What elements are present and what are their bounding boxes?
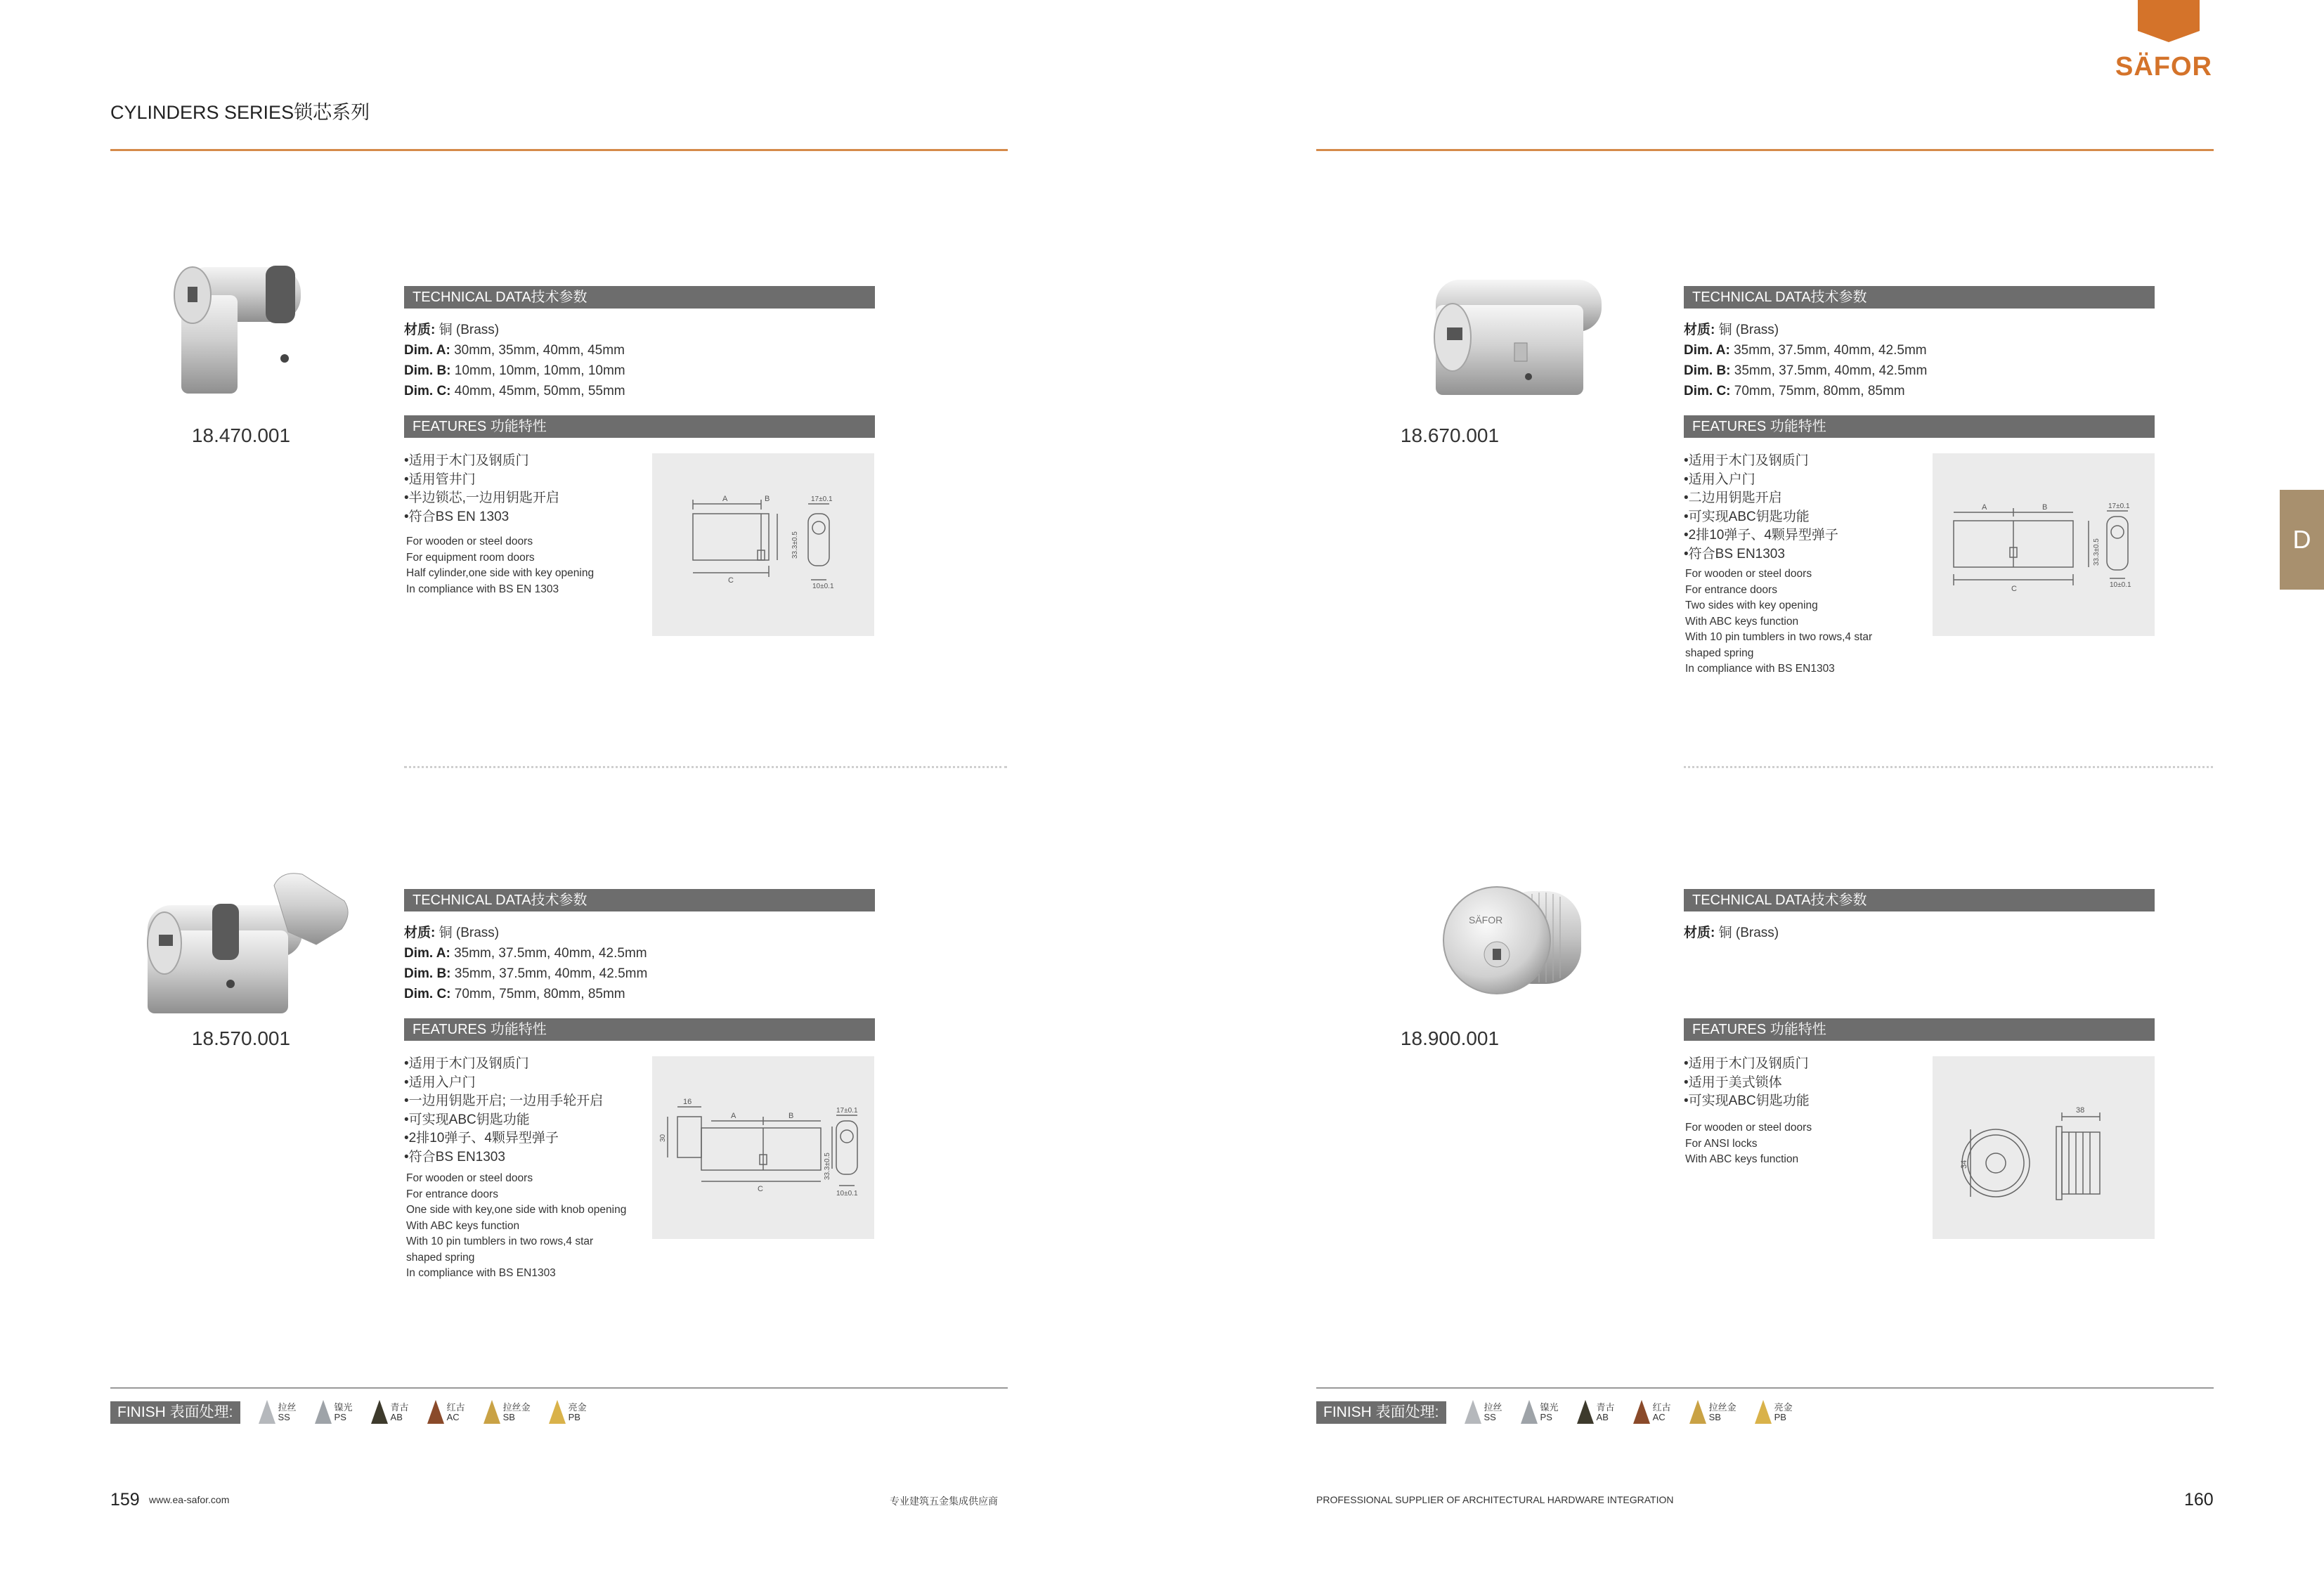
feature-zh: •一边用钥匙开启; 一边用手轮开启 [404, 1093, 604, 1108]
finish-swatch-icon [1577, 1400, 1594, 1425]
finish-item-pb: 亮金 PB [1755, 1398, 1793, 1427]
feature-en: shaped spring [1685, 647, 1754, 659]
drawing-label-a: A [722, 495, 728, 503]
page-number-left: 159 [110, 1490, 140, 1510]
finish-swatch-icon [1755, 1400, 1772, 1425]
feature-zh: •半边锁芯,一边用钥匙开启 [404, 491, 559, 505]
feature-zh: •二边用钥匙开启 [1684, 491, 1782, 505]
technical-data-bar: TECHNICAL DATA技术参数 [1684, 286, 2155, 309]
technical-data-bar: TECHNICAL DATA技术参数 [404, 286, 875, 309]
drawing-label-b: B [765, 495, 770, 503]
product-photo-double-cylinder [1422, 273, 1616, 413]
feature-en: For wooden or steel doors [1685, 1122, 1812, 1134]
drawing-label-width: 17±0.1 [2108, 502, 2130, 510]
header-rule-left [110, 149, 1008, 151]
header-rule-right [1316, 149, 2214, 151]
product-model: 18.670.001 [1400, 424, 1500, 446]
feature-en: Two sides with key opening [1685, 599, 1818, 611]
finish-item-ps: 镍光 PS [1521, 1398, 1559, 1427]
feature-zh: •适用于木门及钢质门 [404, 1056, 529, 1071]
spec-dim-c: Dim. C: 70mm, 75mm, 80mm, 85mm [1684, 384, 1905, 398]
finish-swatch-icon [315, 1400, 332, 1425]
spec-material: 材质: 铜 (Brass) [1684, 926, 1779, 940]
drawing-label-height: 33.3±0.5 [791, 531, 799, 559]
product-photo-knob-cylinder [134, 864, 356, 1019]
footer-rule-right [1316, 1387, 2214, 1389]
spec-material: 材质: 铜 (Brass) [404, 926, 500, 940]
product-face-brand: SÄFOR [1469, 914, 1503, 926]
finish-swatch-icon [1521, 1400, 1538, 1425]
feature-en: With 10 pin tumblers in two rows,4 star [1685, 631, 1873, 643]
finish-swatch-icon [427, 1400, 444, 1425]
feature-en: For wooden or steel doors [406, 1172, 533, 1184]
spec-list [404, 320, 625, 401]
finish-item-ps: 镍光 PS [315, 1398, 353, 1427]
feature-zh: •适用管井门 [404, 472, 476, 487]
drawing-label-diameter: 34 [1960, 1160, 1968, 1169]
feature-en: Half cylinder,one side with key opening [406, 567, 595, 579]
drawing-label-c: C [728, 576, 734, 585]
finish-swatch-icon [1689, 1400, 1706, 1425]
drawing-label-b: B [2042, 503, 2048, 512]
feature-zh: •可实现ABC钥匙功能 [1684, 509, 1810, 524]
finish-swatch-icon [483, 1400, 500, 1425]
feature-en: For wooden or steel doors [406, 536, 533, 547]
features-bar: FEATURES 功能特性 [404, 1018, 875, 1041]
feature-en: With ABC keys function [1685, 615, 1799, 628]
feature-zh: •符合BS EN1303 [404, 1149, 505, 1164]
spec-dim-b: Dim. B: 35mm, 37.5mm, 40mm, 42.5mm [1684, 363, 1928, 378]
feature-zh: •2排10弹子、4颗异型弹子 [1684, 528, 1838, 543]
feature-en: With 10 pin tumblers in two rows,4 star [406, 1235, 594, 1247]
feature-en: One side with key,one side with knob opening [406, 1204, 627, 1216]
drawing-label-depth: 10±0.1 [2110, 581, 2131, 589]
feature-zh: •适用于美式锁体 [1684, 1075, 1782, 1090]
brand-logo-text: SÄFOR [2115, 52, 2212, 82]
drawing-label-knob-height: 30 [659, 1134, 667, 1142]
feature-en: In compliance with BS EN1303 [1685, 663, 1835, 675]
finish-item-ss: 拉丝 SS [1465, 1398, 1502, 1427]
features-zh [404, 452, 559, 526]
feature-zh: •适用入户门 [404, 1075, 476, 1090]
features-en [406, 534, 594, 597]
section-divider [404, 766, 1007, 768]
finish-label: FINISH 表面处理: [1316, 1401, 1446, 1424]
finish-swatch-icon [1633, 1400, 1650, 1425]
finish-item-ab: 青古 AB [1577, 1398, 1615, 1427]
finish-item-sb: 拉丝金 SB [483, 1398, 531, 1427]
product-photo-mortise-cylinder [1441, 878, 1609, 1005]
product-model: 18.900.001 [1400, 1027, 1500, 1049]
features-en [406, 1171, 626, 1282]
spec-list [1684, 923, 1779, 943]
feature-en: For entrance doors [406, 1188, 498, 1200]
features-bar: FEATURES 功能特性 [1684, 415, 2155, 438]
drawing-label-c: C [758, 1185, 763, 1193]
feature-zh: •2排10弹子、4颗异型弹子 [404, 1131, 559, 1146]
drawing-label-height: 33.3±0.5 [824, 1153, 831, 1180]
feature-zh: •可实现ABC钥匙功能 [1684, 1093, 1810, 1108]
drawing-label-a: A [731, 1112, 736, 1120]
spec-list [1684, 320, 1927, 401]
finish-item-pb: 亮金 PB [549, 1398, 587, 1427]
drawing-label-width: 17±0.1 [836, 1107, 858, 1115]
spec-dim-a: Dim. A: 30mm, 35mm, 40mm, 45mm [404, 343, 625, 358]
features-zh [404, 1055, 603, 1167]
spec-dim-a: Dim. A: 35mm, 37.5mm, 40mm, 42.5mm [404, 946, 647, 961]
footer-rule-left [110, 1387, 1008, 1389]
finish-item-ss: 拉丝 SS [259, 1398, 297, 1427]
features-zh [1684, 452, 1838, 564]
spec-dim-b: Dim. B: 35mm, 37.5mm, 40mm, 42.5mm [404, 966, 648, 981]
finish-label: FINISH 表面处理: [110, 1401, 240, 1424]
drawing-label-length: 38 [2076, 1106, 2085, 1115]
finish-row-right [1316, 1398, 1793, 1427]
finish-item-ab: 青古 AB [371, 1398, 409, 1427]
features-en [1685, 1120, 1812, 1168]
feature-en: With ABC keys function [406, 1219, 520, 1232]
finish-item-ac: 红古 AC [427, 1398, 465, 1427]
feature-zh: •适用于木门及钢质门 [1684, 453, 1809, 468]
features-zh [1684, 1055, 1810, 1111]
drawing-label-c: C [2011, 585, 2017, 593]
website-link[interactable]: www.ea-safor.com [149, 1494, 230, 1505]
drawing-label-width: 17±0.1 [811, 495, 833, 503]
feature-zh: •适用于木门及钢质门 [404, 453, 529, 468]
spec-dim-b: Dim. B: 10mm, 10mm, 10mm, 10mm [404, 363, 625, 378]
series-title: CYLINDERS SERIES锁芯系列 [110, 102, 370, 123]
drawing-label-b: B [788, 1112, 794, 1120]
feature-en: With ABC keys function [1685, 1153, 1799, 1165]
footer-slogan-en: PROFESSIONAL SUPPLIER OF ARCHITECTURAL HARDWARE INTEGRATION [1316, 1494, 1674, 1505]
finish-swatch-icon [259, 1400, 275, 1425]
feature-zh: •适用于木门及钢质门 [1684, 1056, 1809, 1071]
spec-material: 材质: 铜 (Brass) [1684, 323, 1779, 337]
technical-drawing [652, 1056, 874, 1239]
finish-swatch-icon [1465, 1400, 1481, 1425]
page-number-right: 160 [2184, 1490, 2214, 1510]
brand-logo-shield [2138, 0, 2200, 42]
features-bar: FEATURES 功能特性 [404, 415, 875, 438]
feature-en: shaped spring [406, 1251, 475, 1264]
footer-slogan-zh: 专业建筑五金集成供应商 [890, 1495, 998, 1507]
product-model: 18.470.001 [191, 424, 291, 446]
spec-dim-a: Dim. A: 35mm, 37.5mm, 40mm, 42.5mm [1684, 343, 1927, 358]
drawing-label-depth: 10±0.1 [812, 583, 834, 590]
technical-data-bar: TECHNICAL DATA技术参数 [1684, 889, 2155, 911]
finish-swatch-icon [549, 1400, 566, 1425]
spec-dim-c: Dim. C: 70mm, 75mm, 80mm, 85mm [404, 987, 625, 1001]
feature-en: For ANSI locks [1685, 1137, 1758, 1150]
features-bar: FEATURES 功能特性 [1684, 1018, 2155, 1041]
feature-zh: •符合BS EN1303 [1684, 546, 1785, 562]
finish-item-ac: 红古 AC [1633, 1398, 1671, 1427]
spec-material: 材质: 铜 (Brass) [404, 323, 500, 337]
finish-swatch-icon [371, 1400, 388, 1425]
section-divider [1684, 766, 2213, 768]
technical-drawing [1933, 453, 2155, 636]
product-photo-half-cylinder [160, 253, 323, 408]
drawing-label-knob: 16 [683, 1098, 692, 1106]
drawing-label-depth: 10±0.1 [836, 1190, 858, 1198]
chapter-tab: D [2280, 490, 2324, 590]
feature-zh: •符合BS EN 1303 [404, 509, 509, 524]
feature-en: In compliance with BS EN 1303 [406, 583, 559, 595]
technical-data-bar: TECHNICAL DATA技术参数 [404, 889, 875, 911]
drawing-label-height: 33.3±0.5 [2093, 538, 2101, 566]
feature-en: For equipment room doors [406, 551, 535, 564]
finish-row-left [110, 1398, 587, 1427]
spec-list [404, 923, 647, 1004]
drawing-label-a: A [1982, 503, 1987, 512]
feature-en: For entrance doors [1685, 583, 1777, 596]
product-model: 18.570.001 [191, 1027, 291, 1049]
spec-dim-c: Dim. C: 40mm, 45mm, 50mm, 55mm [404, 384, 625, 398]
finish-item-sb: 拉丝金 SB [1689, 1398, 1736, 1427]
features-en [1685, 566, 1872, 677]
feature-zh: •适用入户门 [1684, 472, 1755, 487]
feature-en: For wooden or steel doors [1685, 568, 1812, 580]
technical-drawing [652, 453, 874, 636]
feature-en: In compliance with BS EN1303 [406, 1267, 556, 1279]
technical-drawing [1933, 1056, 2155, 1239]
feature-zh: •可实现ABC钥匙功能 [404, 1112, 530, 1127]
